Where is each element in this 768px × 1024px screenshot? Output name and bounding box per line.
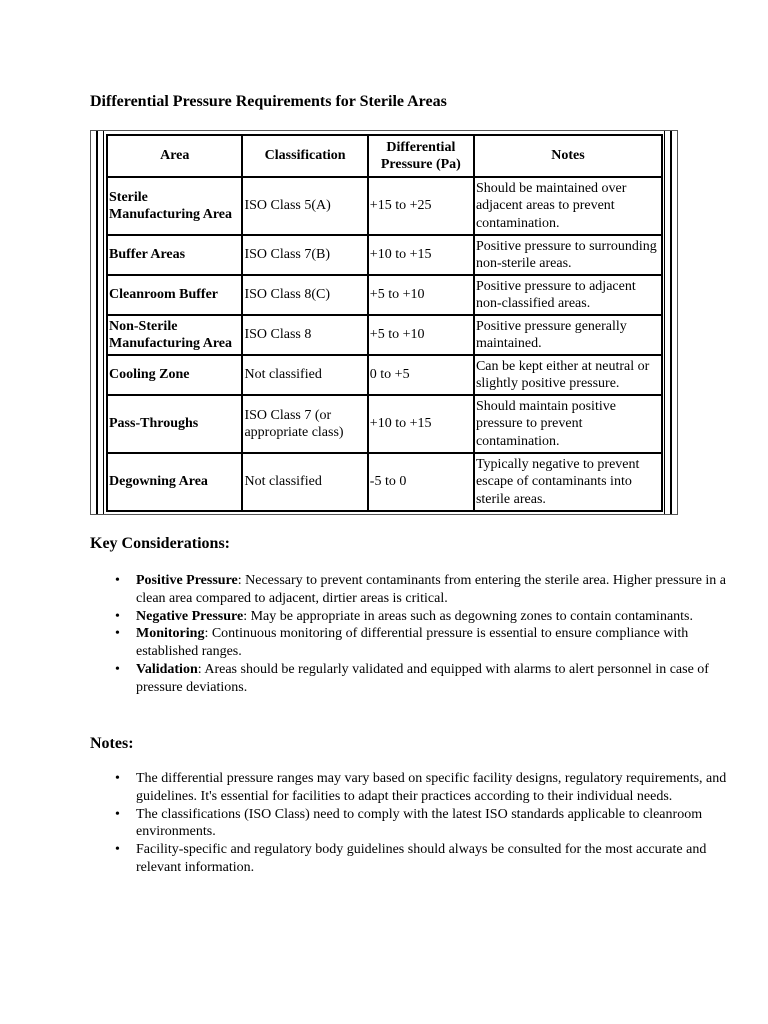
- list-item: [115, 841, 736, 877]
- cell-area: Pass-Throughs: [107, 395, 242, 453]
- list-item: [115, 608, 736, 626]
- cell-differential: +5 to +10: [368, 315, 474, 355]
- bullet-icon: •: [115, 806, 120, 822]
- cell-classification: ISO Class 8(C): [242, 275, 367, 315]
- bullet-icon: •: [115, 661, 120, 677]
- cell-classification: Not classified: [242, 355, 367, 395]
- table-row: [107, 355, 662, 395]
- bullet-icon: •: [115, 608, 120, 624]
- table-row: [107, 235, 662, 275]
- cell-notes: Can be kept either at neutral or slightly positive pressure.: [474, 355, 662, 395]
- header-notes: Notes: [474, 135, 662, 177]
- cell-notes: Typically negative to prevent escape of contaminants into sterile areas.: [474, 453, 662, 511]
- key-considerations-heading: Key Considerations:: [90, 535, 230, 552]
- cell-classification: Not classified: [242, 453, 367, 511]
- table-row: [107, 315, 662, 355]
- table-row: [107, 275, 662, 315]
- item-term: Monitoring: [136, 626, 205, 642]
- list-item: [115, 661, 736, 697]
- list-item: [115, 625, 736, 661]
- list-item: [115, 806, 736, 842]
- cell-area: Cleanroom Buffer: [107, 275, 242, 315]
- cell-classification: ISO Class 7 (or appropriate class): [242, 395, 367, 453]
- cell-notes: Positive pressure to surrounding non-sterile areas.: [474, 235, 662, 275]
- cell-differential: +10 to +15: [368, 235, 474, 275]
- document-title: Differential Pressure Requirements for Sterile Areas: [90, 93, 447, 110]
- cell-notes: Positive pressure to adjacent non-classified areas.: [474, 275, 662, 315]
- cell-classification: ISO Class 7(B): [242, 235, 367, 275]
- cell-classification: ISO Class 5(A): [242, 177, 367, 235]
- item-text: : Continuous monitoring of differential pressure is essential to ensure compliance with established ranges.: [136, 626, 689, 660]
- cell-classification: ISO Class 8: [242, 315, 367, 355]
- cell-area: Non-Sterile Manufacturing Area: [107, 315, 242, 355]
- item-text: : May be appropriate in areas such as degowning zones to contain contaminants.: [243, 608, 693, 624]
- item-term: Positive Pressure: [136, 573, 238, 588]
- header-differential-pressure: Differential Pressure (Pa): [368, 135, 474, 177]
- item-text: The differential pressure ranges may vary based on specific facility designs, regulatory requirements, and guidelines. It's essential for facilities to adapt their practices according to their individual needs.: [136, 771, 727, 804]
- notes-list: [90, 770, 736, 877]
- cell-differential: +15 to +25: [368, 177, 474, 235]
- header-classification: Classification: [242, 135, 367, 177]
- cell-area: Sterile Manufacturing Area: [107, 177, 242, 235]
- item-text: : Areas should be regularly validated and equipped with alarms to alert personnel in case of pressure deviations.: [136, 661, 709, 695]
- cell-differential: 0 to +5: [368, 355, 474, 395]
- bullet-icon: •: [115, 842, 120, 858]
- cell-area: Buffer Areas: [107, 235, 242, 275]
- cell-notes: Positive pressure generally maintained.: [474, 315, 662, 355]
- cell-differential: +10 to +15: [368, 395, 474, 453]
- bullet-icon: •: [115, 626, 120, 642]
- notes-heading: Notes:: [90, 735, 134, 752]
- cell-notes: Should be maintained over adjacent areas to prevent contamination.: [474, 177, 662, 235]
- item-text: Facility-specific and regulatory body guidelines should always be consulted for the most accurate and relevant information.: [136, 842, 707, 875]
- table-frame-left-border: [96, 131, 104, 514]
- item-term: Validation: [136, 661, 198, 677]
- bullet-icon: •: [115, 573, 120, 588]
- item-text: The classifications (ISO Class) need to comply with the latest ISO standards applicable to cleanroom environments.: [136, 806, 703, 840]
- list-item: [115, 572, 736, 608]
- table-header-row: [107, 135, 662, 177]
- table-row: [107, 453, 662, 511]
- header-area: Area: [107, 135, 242, 177]
- cell-area: Cooling Zone: [107, 355, 242, 395]
- pressure-table-frame: [90, 130, 678, 515]
- table-frame-right-border: [664, 131, 672, 514]
- list-item: [115, 770, 736, 806]
- table-row: [107, 177, 662, 235]
- bullet-icon: •: [115, 771, 120, 786]
- table-row: [107, 395, 662, 453]
- pressure-requirements-table: [106, 134, 663, 512]
- key-considerations-list: [90, 572, 736, 697]
- item-text: : Necessary to prevent contaminants from entering the sterile area. Higher pressure in a clean area compared to adjacent, dirtier areas is critical.: [136, 573, 727, 606]
- item-term: Negative Pressure: [136, 608, 244, 624]
- cell-notes: Should maintain positive pressure to prevent contamination.: [474, 395, 662, 453]
- cell-differential: -5 to 0: [368, 453, 474, 511]
- cell-differential: +5 to +10: [368, 275, 474, 315]
- cell-area: Degowning Area: [107, 453, 242, 511]
